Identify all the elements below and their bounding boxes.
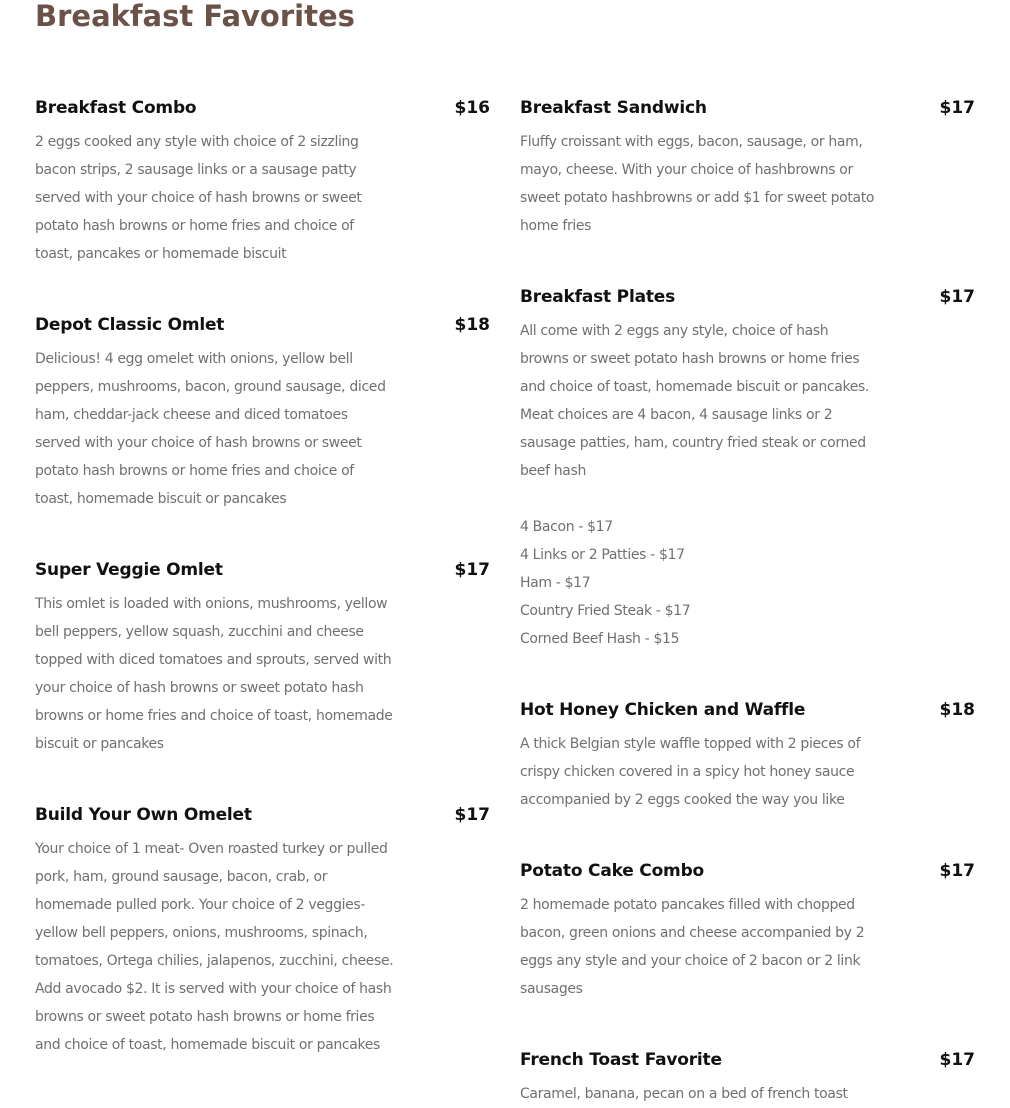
menu-item-name: Super Veggie Omlet	[35, 560, 223, 580]
menu-item-hot-honey-chicken-waffle	[520, 698, 975, 814]
menu-item-header	[35, 313, 490, 337]
menu-item-description: Your choice of 1 meat- Oven roasted turkey or pulled pork, ham, ground sausage, bacon, crab, or homemade pulled pork. Your choice of 2 veggies- yellow bell peppers, onions, mushrooms, spinach, tomatoes, Ortega chilies, jalapenos, zucchini, cheese. Add avocado $2. It is served with your choice of hash browns or sweet potato hash browns or home fries and choice of toast, homemade biscuit or pancakes	[35, 841, 394, 1053]
menu-item-name: Build Your Own Omelet	[35, 805, 252, 825]
plate-option: Corned Beef Hash - $15	[520, 631, 680, 647]
menu-item-name: Breakfast Sandwich	[520, 98, 707, 118]
menu-item-description: Fluffy croissant with eggs, bacon, sausage, or ham, mayo, cheese. With your choice of hashbrowns or sweet potato hashbrowns or add $1 for sweet potato home fries	[520, 134, 875, 234]
menu-item-name: French Toast Favorite	[520, 1050, 722, 1070]
menu-item-price: $16	[454, 98, 490, 118]
menu-item-header	[35, 558, 490, 582]
menu-item-header	[520, 285, 975, 309]
plate-option: Ham - $17	[520, 575, 591, 591]
menu-item-french-toast-favorite	[520, 1048, 975, 1108]
page-title: Breakfast Favorites	[35, 0, 355, 33]
menu-item-potato-cake-combo	[520, 859, 975, 1003]
menu-item-description: A thick Belgian style waffle topped with 2 pieces of crispy chicken covered in a spicy hot honey sauce accompanied by 2 eggs cooked the way you like	[520, 736, 861, 808]
menu-item-description: Caramel, banana, pecan on a bed of french toast	[520, 1086, 848, 1102]
menu-item-price: $17	[939, 1050, 975, 1070]
menu-item-price: $18	[454, 315, 490, 335]
menu-item-description: All come with 2 eggs any style, choice of hash browns or sweet potato hash browns or home fries and choice of toast, homemade biscuit or pancakes. Meat choices are 4 bacon, 4 sausage links or 2 sausage patties, ham, country fried steak or corned beef hash	[520, 323, 870, 479]
menu-item-description: This omlet is loaded with onions, mushrooms, yellow bell peppers, yellow squash, zucchini and cheese topped with diced tomatoes and sprouts, served with your choice of hash browns or sweet potato hash browns or home fries and choice of toast, homemade biscuit or pancakes	[35, 596, 393, 752]
menu-item-description: 2 homemade potato pancakes filled with chopped bacon, green onions and cheese accompanied by 2 eggs any style and your choice of 2 bacon or 2 link sausages	[520, 897, 865, 997]
plate-option: Country Fried Steak - $17	[520, 603, 691, 619]
menu-item-header	[35, 803, 490, 827]
menu-item-depot-classic-omlet	[35, 313, 490, 513]
menu-item-price: $18	[939, 700, 975, 720]
menu-item-super-veggie-omlet	[35, 558, 490, 758]
menu-item-name: Potato Cake Combo	[520, 861, 705, 881]
plate-options-list	[520, 513, 880, 653]
menu-item-description: 2 eggs cooked any style with choice of 2 sizzling bacon strips, 2 sausage links or a sausage patty served with your choice of hash browns or sweet potato hash browns or home fries and choice of toast, pancakes or homemade biscuit	[35, 134, 362, 262]
menu-item-name: Breakfast Combo	[35, 98, 197, 118]
menu-item-header	[520, 96, 975, 120]
menu-item-price: $17	[939, 287, 975, 307]
menu-item-header	[520, 698, 975, 722]
menu-item-price: $17	[454, 805, 490, 825]
menu-item-header	[520, 1048, 975, 1072]
menu-item-price: $17	[454, 560, 490, 580]
menu-item-breakfast-plates	[520, 285, 975, 653]
menu-item-build-your-own-omelet	[35, 803, 490, 1059]
menu-item-price: $17	[939, 861, 975, 881]
menu-item-description: Delicious! 4 egg omelet with onions, yellow bell peppers, mushrooms, bacon, ground sausage, diced ham, cheddar-jack cheese and diced tomatoes served with your choice of hash browns or sweet potato hash browns or home fries and choice of toast, homemade biscuit or pancakes	[35, 351, 386, 507]
menu-item-name: Breakfast Plates	[520, 287, 676, 307]
menu-item-breakfast-sandwich	[520, 96, 975, 240]
plate-option: 4 Bacon - $17	[520, 519, 613, 535]
menu-item-header	[35, 96, 490, 120]
plate-option: 4 Links or 2 Patties - $17	[520, 547, 685, 563]
menu-item-name: Hot Honey Chicken and Waffle	[520, 700, 806, 720]
menu-item-price: $17	[939, 98, 975, 118]
menu-item-header	[520, 859, 975, 883]
menu-item-breakfast-combo	[35, 96, 490, 268]
menu-item-name: Depot Classic Omlet	[35, 315, 225, 335]
